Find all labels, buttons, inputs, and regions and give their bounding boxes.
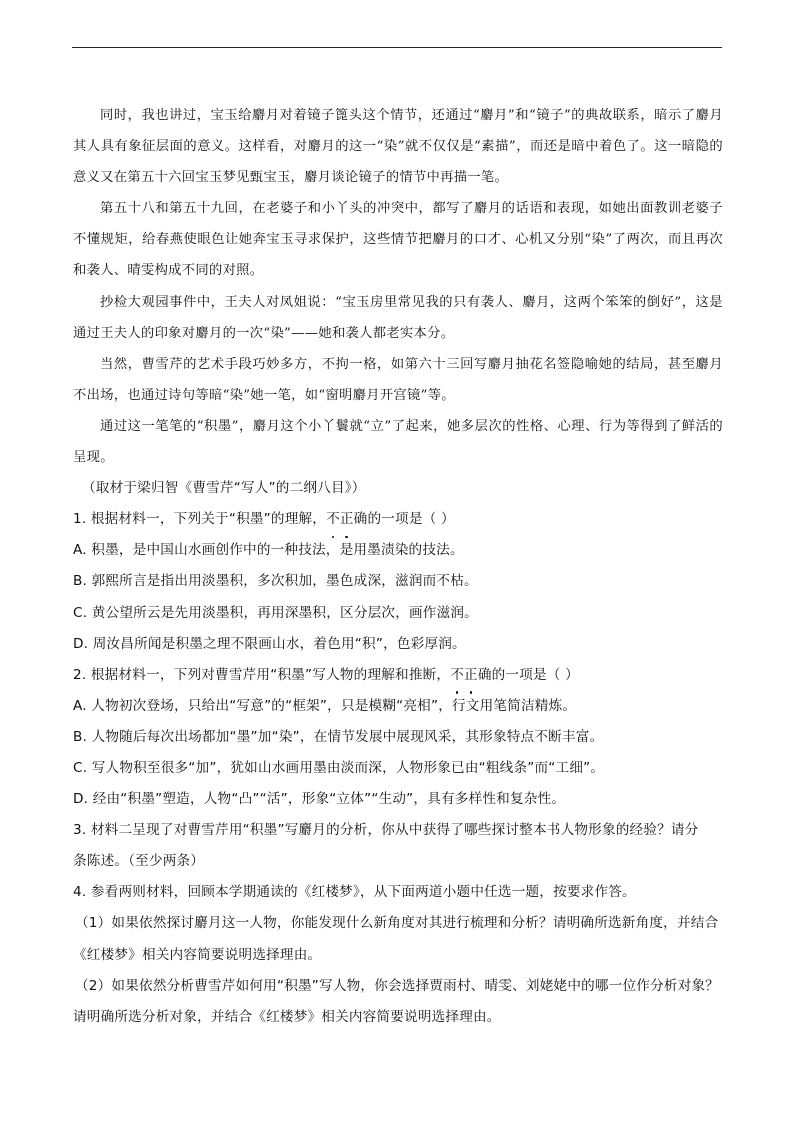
- document-body: [73, 100, 723, 1033]
- paragraph: 通过这一笔笔的“积墨”，麝月这个小丫鬟就“立”了起来，她多层次的性格、心理、行为等得到了鲜活的呈现。: [73, 418, 723, 466]
- emphasis-char: 不: [326, 504, 340, 535]
- question-1-option-a: A. 积墨，是中国山水画创作中的一种技法，是用墨渍染的技法。: [73, 542, 464, 559]
- paragraph: 当然，曹雪芹的艺术手段巧妙多方，不拘一格，如第六十三回写麝月抽花名签隐喻她的结局，甚至麝月不出场，也通过诗句等暗“染”她一笔，如“窗明麝月开宫镜”等。: [73, 356, 723, 403]
- question-stem-text: 确的一项是（ ）: [477, 666, 579, 683]
- question-1-option-c: C. 黄公望所云是先用淡墨积，再用深墨积，区分层次，画作滋润。: [73, 604, 478, 621]
- question-1-stem: [73, 504, 723, 535]
- question-2-option-b: B. 人物随后每次出场都加“墨”加“染”，在情节发展中展现风采，其形象特点不断丰富。: [73, 728, 604, 745]
- question-4-subquestion-2: （2）如果依然分析曹雪芹如何用“积墨”写人物，你会选择贾雨村、晴雯、刘姥姥中的哪一位作分析对象？: [75, 977, 720, 994]
- paragraph: 同时，我也讲过，宝玉给麝月对着镜子篦头这个情节，还通过“麝月”和“镜子”的典故联系，暗示了麝月其人具有象征层面的意义。这样看，对麝月的这一“染”就不仅仅是“素描”，而还是暗中着色了。这一暗隐的意义又在第五十六回宝玉梦见甄宝玉，麝月谈论镜子的情节中再描一笔。: [73, 108, 723, 186]
- question-3-line: 3. 材料二呈现了对曹雪芹用“积墨”写麝月的分析，你从中获得了哪些探讨整本书人物形象的经验？请分: [73, 822, 699, 839]
- question-4-stem: 4. 参看两则材料，回顾本学期通读的《红楼梦》，从下面两道小题中任选一题，按要求作答。: [73, 884, 636, 901]
- question-2-option-c: C. 写人物积至很多“加”，犹如山水画用墨由淡而深，人物形象已由“粗线条”而“工细”。: [73, 759, 605, 776]
- question-2-stem: [73, 660, 723, 691]
- source-citation: （取材于梁归智《曹雪芹“写人”的二纲八目》）: [82, 480, 366, 497]
- question-2-option-a: A. 人物初次登场，只给出“写意”的“框架”，只是模糊“亮相”，行文用笔简洁精炼。: [73, 697, 577, 714]
- emphasis-char: 不: [450, 660, 464, 691]
- question-stem-text: 2. 根据材料一，下列对曹雪芹用“积墨”写人物的理解和推断，: [73, 666, 451, 683]
- question-stem-text: 1. 根据材料一，下列关于“积墨”的理解，: [73, 511, 327, 528]
- question-1-option-b: B. 郭熙所言是指出用淡墨积，多次积加，墨色成深，滋润而不枯。: [73, 573, 478, 590]
- emphasis-char: 正: [464, 660, 478, 691]
- question-3-line: 条陈述。（至少两条）: [73, 853, 205, 870]
- paragraph: 第五十八和第五十九回，在老婆子和小丫头的冲突中，都写了麝月的话语和表现，如她出面教训老婆子不懂规矩，给春燕使眼色让她奔宝玉寻求保护，这些情节把麝月的口才、心机又分别“染”了两次，而且再次和袭人、晴雯构成不同的对照。: [73, 201, 723, 279]
- emphasis-char: 正: [340, 504, 354, 535]
- question-1-option-d: D. 周汝昌所闻是积墨之理不限画山水，着色用“积”，色彩厚润。: [73, 635, 466, 652]
- question-stem-text: 确的一项是（ ）: [353, 511, 455, 528]
- question-4-subquestion-1-cont: 《红楼梦》相关内容简要说明选择理由。: [73, 946, 322, 963]
- question-2-option-d: D. 经由“积墨”塑造，人物“凸”“活”，形象“立体”“生动”，具有多样性和复杂性。: [73, 791, 566, 808]
- paragraph: 抄检大观园事件中，王夫人对凤姐说：“宝玉房里常见我的只有袭人、麝月，这两个笨笨的倒好”，这是通过王夫人的印象对麝月的一次“染”——她和袭人都老实本分。: [73, 294, 723, 341]
- header-rule: [72, 47, 722, 48]
- question-4-subquestion-2-cont: 请明确所选分析对象，并结合《红楼梦》相关内容简要说明选择理由。: [73, 1008, 501, 1025]
- question-4-subquestion-1: （1）如果依然探讨麝月这一人物，你能发现什么新角度对其进行梳理和分析？请明确所选新角度，并结合: [75, 915, 719, 932]
